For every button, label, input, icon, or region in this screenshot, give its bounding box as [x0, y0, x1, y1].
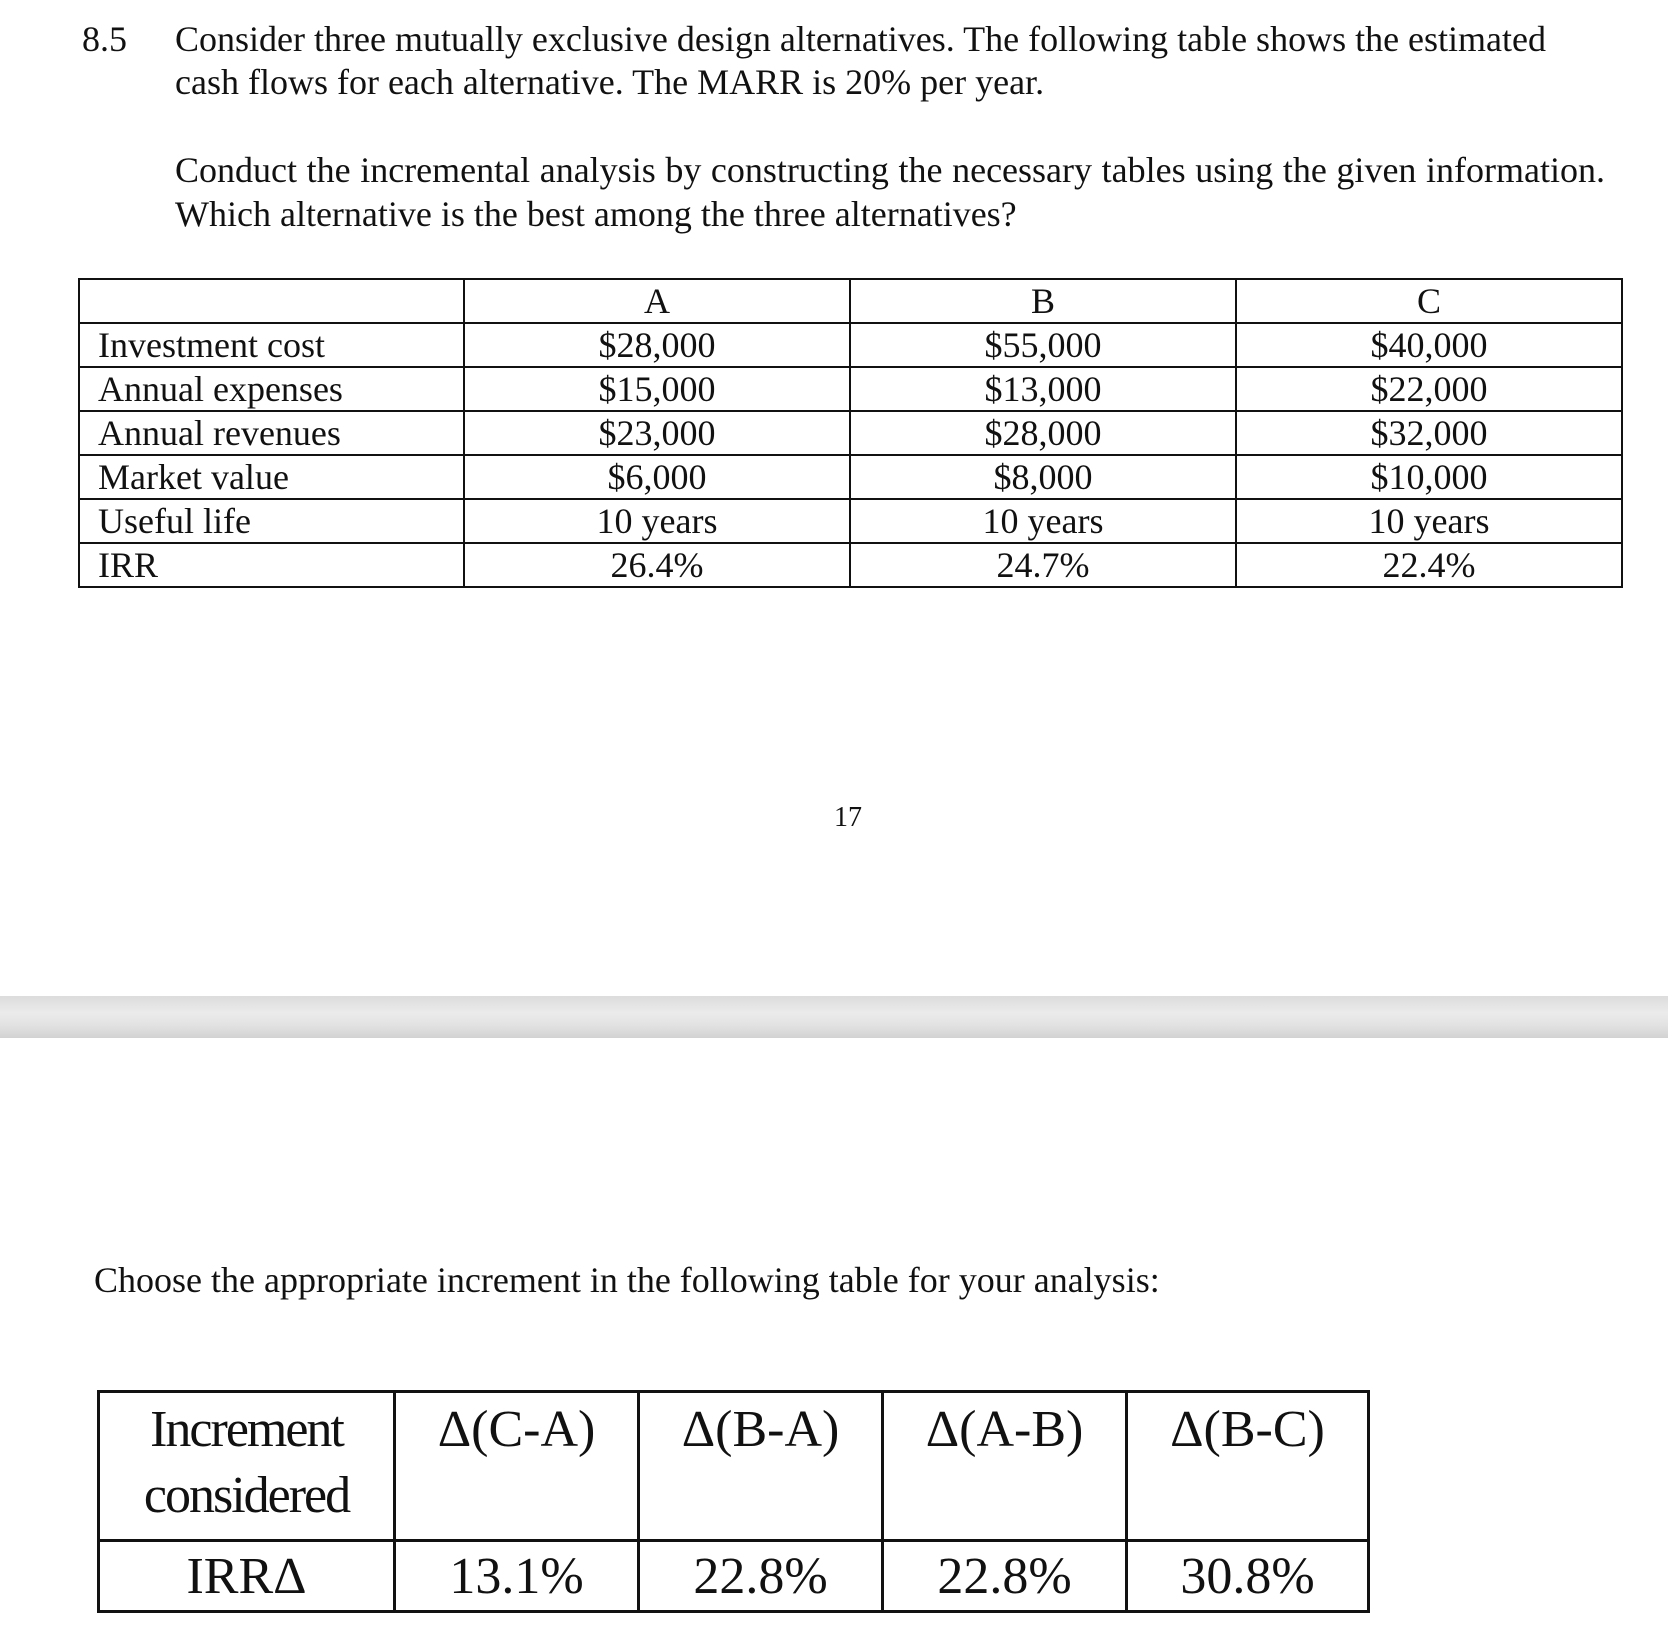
cell-irr-b: 24.7% — [850, 543, 1236, 587]
table-row — [79, 323, 1622, 367]
row-label-annual-expenses: Annual expenses — [79, 367, 464, 411]
increment-table — [97, 1390, 1370, 1613]
page-number: 17 — [834, 802, 862, 833]
increment-considered-label — [99, 1392, 395, 1541]
row-label-irr: IRR — [79, 543, 464, 587]
problem-statement: Consider three mutually exclusive design alternatives. The following table shows the estimated cash flows for each alternative. The MARR is 20% per year. — [175, 19, 1547, 102]
cell-irr-a: 26.4% — [464, 543, 850, 587]
cell-investment-b: $55,000 — [850, 323, 1236, 367]
problem-instruction: Conduct the incremental analysis by constructing the necessary tables using the given information. Which alternative is the best among the three alternatives? — [175, 150, 1605, 234]
table-row — [79, 411, 1622, 455]
irr-delta-c-a: 13.1% — [395, 1541, 639, 1612]
cell-revenues-a: $23,000 — [464, 411, 850, 455]
row-label-investment-cost: Investment cost — [79, 323, 464, 367]
header-alt-a: A — [464, 279, 850, 323]
header-alt-b: B — [850, 279, 1236, 323]
irr-delta-label: IRRΔ — [99, 1541, 395, 1612]
cell-market-c: $10,000 — [1236, 455, 1622, 499]
row-label-useful-life: Useful life — [79, 499, 464, 543]
cell-expenses-b: $13,000 — [850, 367, 1236, 411]
cell-market-a: $6,000 — [464, 455, 850, 499]
cell-investment-c: $40,000 — [1236, 323, 1622, 367]
row-label-annual-revenues: Annual revenues — [79, 411, 464, 455]
cell-irr-c: 22.4% — [1236, 543, 1622, 587]
irr-delta-a-b: 22.8% — [883, 1541, 1127, 1612]
increment-label-line2: considered — [143, 1467, 350, 1524]
table-row — [79, 455, 1622, 499]
increment-b-c: Δ(B-C) — [1127, 1392, 1369, 1541]
cell-revenues-b: $28,000 — [850, 411, 1236, 455]
increment-irr-row — [99, 1541, 1369, 1612]
increment-prompt: Choose the appropriate increment in the following table for your analysis: — [94, 1260, 1160, 1300]
cell-life-b: 10 years — [850, 499, 1236, 543]
page-divider — [0, 996, 1668, 1038]
table-header-row — [79, 279, 1622, 323]
problem-number: 8.5 — [82, 19, 127, 59]
header-empty — [79, 279, 464, 323]
cell-revenues-c: $32,000 — [1236, 411, 1622, 455]
table-row — [79, 543, 1622, 587]
table-row — [79, 367, 1622, 411]
cell-life-a: 10 years — [464, 499, 850, 543]
table-row — [79, 499, 1622, 543]
irr-delta-b-a: 22.8% — [639, 1541, 883, 1612]
row-label-market-value: Market value — [79, 455, 464, 499]
cell-investment-a: $28,000 — [464, 323, 850, 367]
alternatives-table — [78, 278, 1623, 588]
increment-header-row — [99, 1392, 1369, 1541]
increment-c-a: Δ(C-A) — [395, 1392, 639, 1541]
header-alt-c: C — [1236, 279, 1622, 323]
cell-market-b: $8,000 — [850, 455, 1236, 499]
increment-a-b: Δ(A-B) — [883, 1392, 1127, 1541]
irr-delta-b-c: 30.8% — [1127, 1541, 1369, 1612]
increment-b-a: Δ(B-A) — [639, 1392, 883, 1541]
cell-life-c: 10 years — [1236, 499, 1622, 543]
increment-label-line1: Increment — [150, 1401, 343, 1458]
cell-expenses-a: $15,000 — [464, 367, 850, 411]
cell-expenses-c: $22,000 — [1236, 367, 1622, 411]
